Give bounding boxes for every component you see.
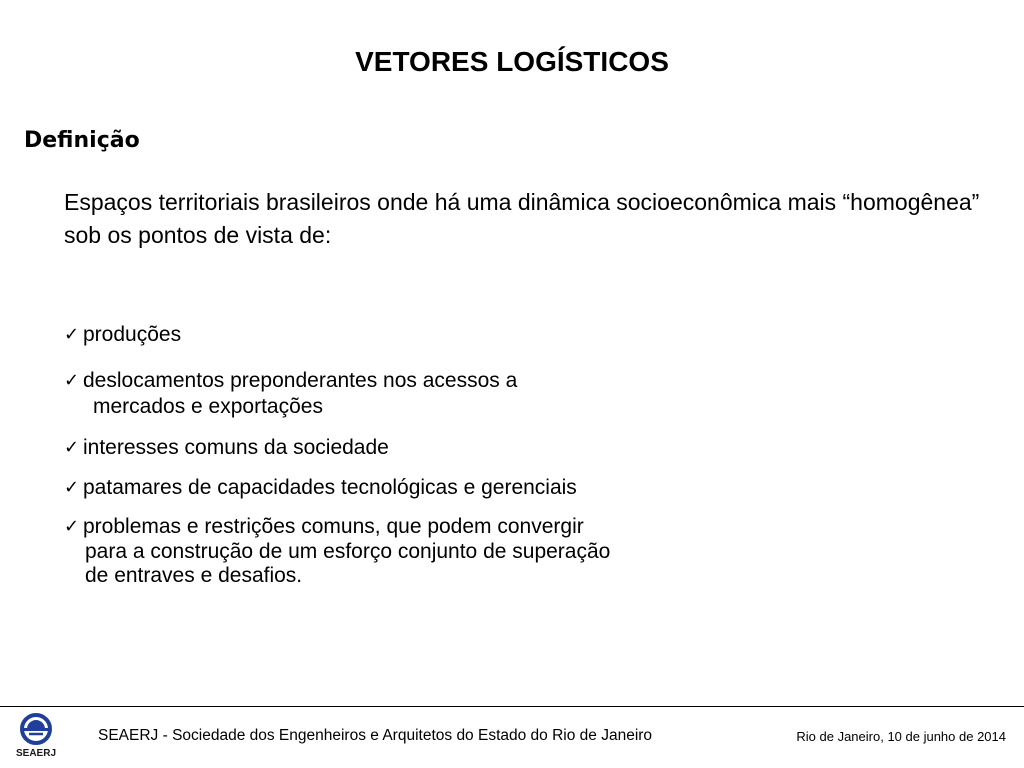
footer-date: Rio de Janeiro, 10 de junho de 2014 xyxy=(796,729,1006,744)
intro-paragraph: Espaços territoriais brasileiros onde há uma dinâmica socioeconômica mais “homogênea” sob os pontos de vista de: xyxy=(64,189,980,248)
bullet-line: para a construção de um esforço conjunto de superação xyxy=(85,540,611,563)
bullet-item xyxy=(64,368,784,420)
bullet-list xyxy=(64,322,784,588)
slide-title: VETORES LOGÍSTICOS xyxy=(355,46,669,77)
seaerj-logo-icon xyxy=(10,712,62,748)
footer-organization: SEAERJ - Sociedade dos Engenheiros e Arquitetos do Estado do Rio de Janeiro xyxy=(98,727,653,744)
checkmark-icon: ✓ xyxy=(64,477,80,498)
bullet-text xyxy=(83,368,784,420)
bullet-text xyxy=(83,322,784,348)
footer-divider xyxy=(0,706,1024,707)
checkmark-icon: ✓ xyxy=(64,516,80,537)
bullet-text xyxy=(83,435,784,461)
seaerj-logo xyxy=(10,712,62,762)
checkmark-icon: ✓ xyxy=(64,437,80,458)
logo-label: SEAERJ xyxy=(15,748,56,759)
bullet-line: de entraves e desafios. xyxy=(85,564,303,587)
bullet-line: patamares de capacidades tecnológicas e gerenciais xyxy=(83,476,577,499)
bullet-line: problemas e restrições comuns, que podem convergir xyxy=(83,515,584,538)
bullet-item xyxy=(64,435,784,461)
bullet-line: produções xyxy=(83,323,182,346)
bullet-line: mercados e exportações xyxy=(93,395,323,418)
bullet-item xyxy=(64,475,784,501)
bullet-item xyxy=(64,322,784,348)
section-heading: Definição xyxy=(24,128,140,153)
bullet-line: deslocamentos preponderantes nos acessos a xyxy=(83,369,518,392)
checkmark-icon: ✓ xyxy=(64,370,80,391)
bullet-item xyxy=(64,514,784,588)
bullet-text xyxy=(83,475,784,501)
bullet-text xyxy=(83,514,784,588)
bullet-line: interesses comuns da sociedade xyxy=(83,436,389,459)
checkmark-icon: ✓ xyxy=(64,324,80,345)
